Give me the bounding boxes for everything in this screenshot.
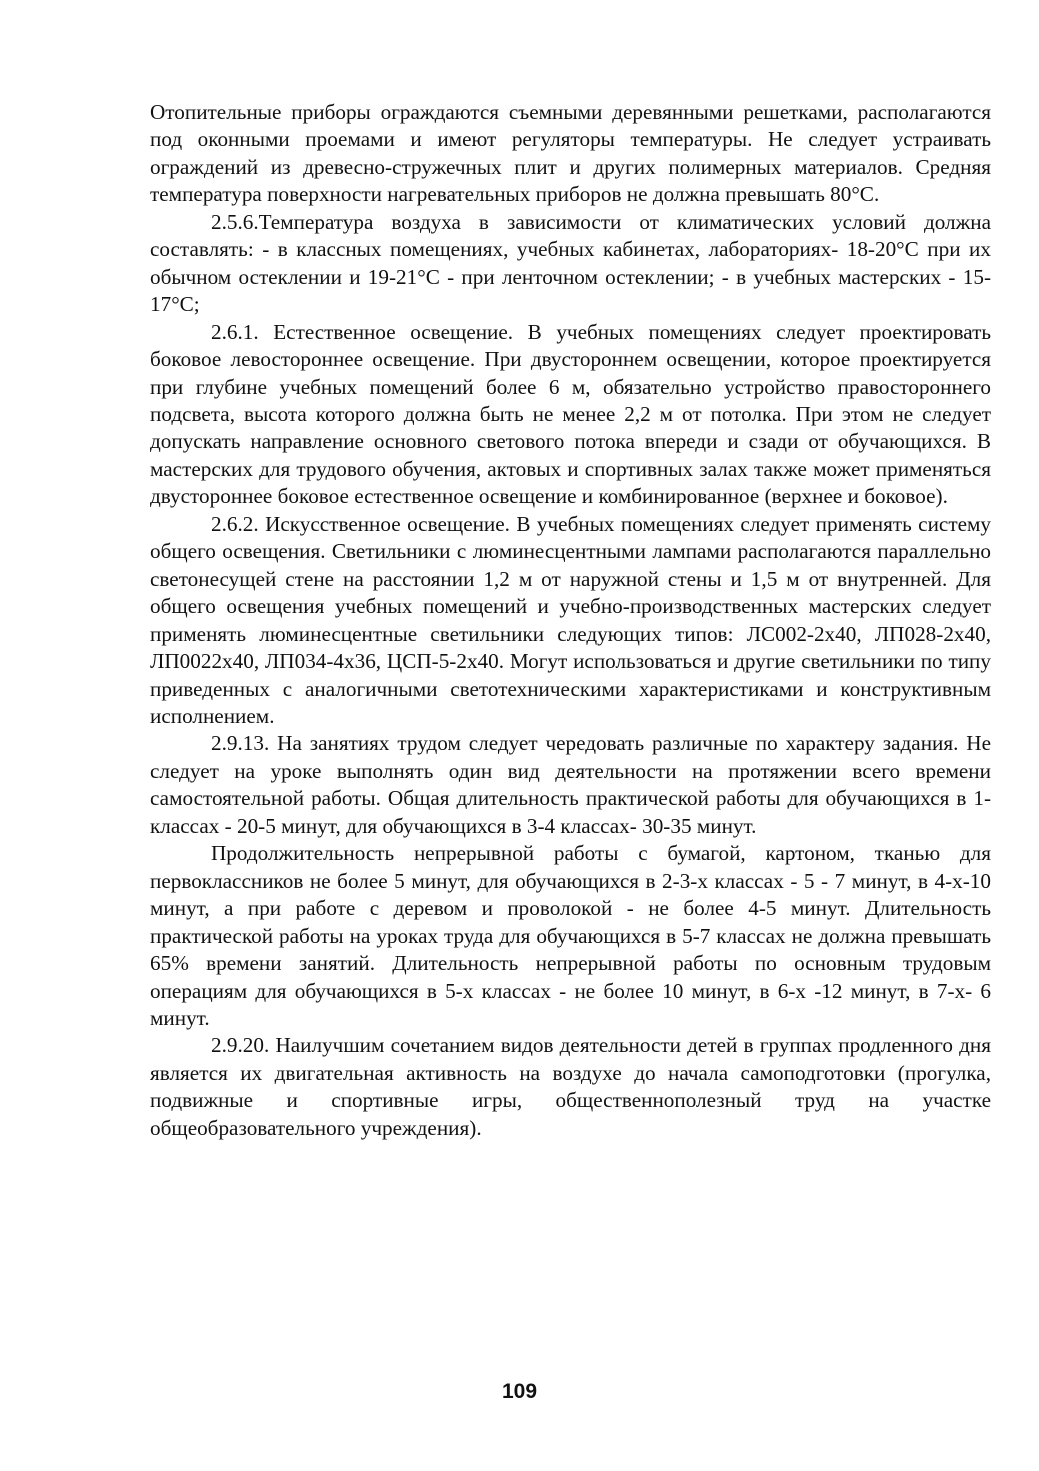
paragraph-2-6-1: 2.6.1. Естественное освещение. В учебных помещениях следует проектировать боковое левостороннее освещение. При двустороннем освещении, которое проектируется при глубине учебных помещений более 6 м, обязательно устройство правостороннего подсвета, высота которого должна быть не менее 2,2 м от потолка. При этом не следует допускать направление основного светового потока впереди и сзади от обучающихся. В мастерских для трудового обучения, актовых и спортивных залах также может применяться двустороннее боковое естественное освещение и комбинированное (верхнее и боковое). bbox=[150, 319, 991, 509]
paragraph-heating-devices: Отопительные приборы ограждаются съемными деревянными решетками, располагаются под оконными проемами и имеют регуляторы температуры. Не следует устраивать ограждений из древесно-стружечных плит и других полимерных материалов. Средняя температура поверхности нагревательных приборов не должна превышать 80°С. bbox=[150, 100, 991, 207]
paragraph-2-6-2: 2.6.2. Искусственное освещение. В учебных помещениях следует применять систему общего освещения. Светильники с люминесцентными лампами располагаются параллельно светонесущей стене на расстоянии 1,2 м от наружной стены и 1,5 м от внутренней. Для общего освещения учебных помещений и учебно-производственных мастерских следует применять люминесцентные светильники следующих типов: ЛС002-2х40, ЛП028-2х40, ЛП0022х40, ЛП034-4х36, ЦСП-5-2х40. Могут использоваться и другие светильники по типу приведенных с аналогичными светотехническими характеристиками и конструктивным исполнением. bbox=[150, 511, 991, 728]
paragraph-2-5-6: 2.5.6.Температура воздуха в зависимости от климатических условий должна составлять: - в классных помещениях, учебных кабинетах, лабораториях- 18-20°С при их обычном остеклении и 19-21°С - при ленточном остеклении; - в учебных мастерских - 15-17°С; bbox=[150, 209, 991, 317]
paragraph-2-9-13: 2.9.13. На занятиях трудом следует чередовать различные по характеру задания. Не следует на уроке выполнять один вид деятельности на протяжении всего времени самостоятельной работы. Общая длительность практической работы для обучающихся в 1-классах - 20-5 минут, для обучающихся в 3-4 классах- 30-35 минут. bbox=[150, 731, 991, 838]
document-body bbox=[150, 99, 991, 1142]
paragraph-2-9-20: 2.9.20. Наилучшим сочетанием видов деятельности детей в группах продленного дня является их двигательная активность на воздухе до начала самоподготовки (прогулка, подвижные и спортивные игры, общественнополезный труд на участке общеобразовательного учреждения). bbox=[150, 1033, 991, 1140]
page-number: 109 bbox=[501, 1380, 538, 1403]
paragraph-continuous-work-duration: Продолжительность непрерывной работы с бумагой, картоном, тканью для первоклассников не более 5 минут, для обучающихся в 2-3-х классах - 5 - 7 минут, в 4-х-10 минут, а при работе с деревом и проволокой - не более 4-5 минут. Длительность практической работы на уроках труда для обучающихся в 5-7 классах не должна превышать 65% времени занятий. Длительность непрерывной работы по основным трудовым операциям для обучающихся в 5-х классах - не более 10 минут, в 6-х -12 минут, в 7-х- 6 минут. bbox=[150, 841, 991, 1030]
